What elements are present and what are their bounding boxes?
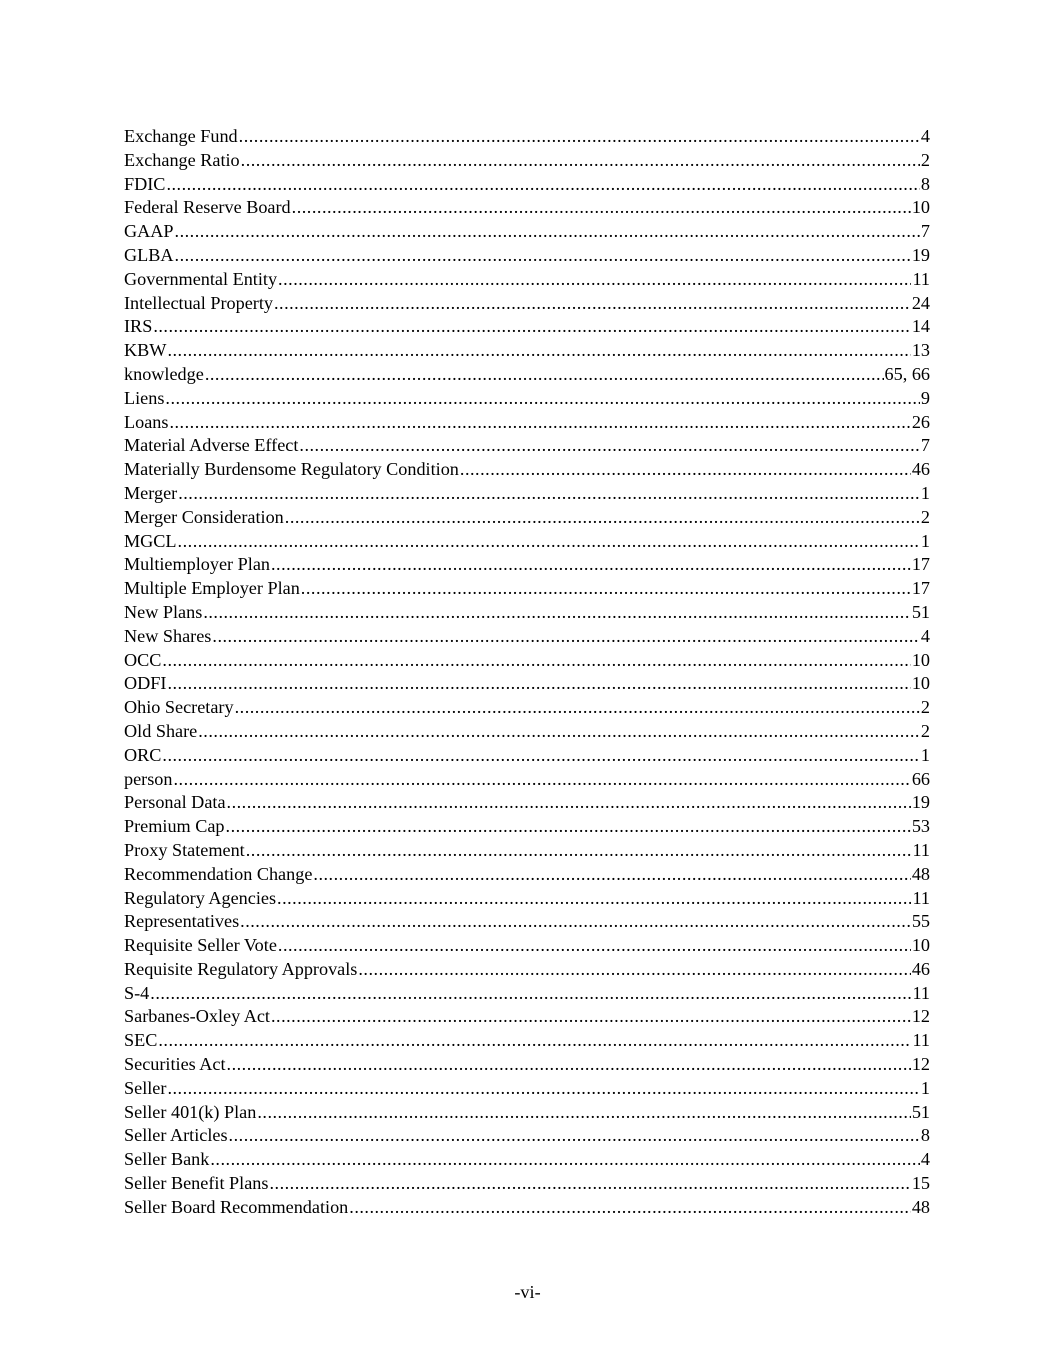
dot-leader xyxy=(269,1172,910,1196)
index-page-reference: 11 xyxy=(912,1030,930,1051)
index-term: Exchange Fund xyxy=(124,126,238,146)
index-term: Multiple Employer Plan xyxy=(124,578,300,599)
index-page-reference: 65, 66 xyxy=(884,363,930,384)
index-term: MGCL xyxy=(124,530,177,551)
index-term: New Plans xyxy=(124,601,203,622)
index-page-reference: 11 xyxy=(912,982,930,1003)
index-page-reference: 8 xyxy=(920,173,930,194)
index-entry xyxy=(124,1148,930,1172)
index-term: Materially Burdensome Regulatory Condition xyxy=(124,459,459,480)
index-page-reference: 14 xyxy=(911,316,930,337)
index-term: Old Share xyxy=(124,720,198,741)
index-page-reference: 55 xyxy=(911,911,930,932)
index-page-reference: 24 xyxy=(911,292,930,313)
index-entry xyxy=(124,1005,930,1029)
index-entry xyxy=(124,887,930,911)
index-term: Loans xyxy=(124,411,169,432)
index-term: Intellectual Property xyxy=(124,292,273,313)
index-term: Liens xyxy=(124,387,165,408)
index-page-reference: 8 xyxy=(920,1125,930,1146)
index-page-reference: 15 xyxy=(911,1173,930,1194)
index-term: IRS xyxy=(124,316,153,337)
index-term: S-4 xyxy=(124,982,150,1003)
index-term: Requisite Seller Vote xyxy=(124,935,277,956)
index-page-reference: 13 xyxy=(911,340,930,361)
index-page-reference: 1 xyxy=(920,530,930,551)
index-page-reference: 17 xyxy=(911,554,930,575)
dot-leader xyxy=(241,149,920,173)
index-term: Sarbanes-Oxley Act xyxy=(124,1006,270,1027)
dot-leader xyxy=(227,791,911,815)
dot-leader xyxy=(274,292,911,316)
index-page-reference: 51 xyxy=(911,1101,930,1122)
index-page-reference: 10 xyxy=(911,197,930,218)
dot-leader xyxy=(205,363,884,387)
dot-leader xyxy=(229,1124,920,1148)
index-term: KBW xyxy=(124,340,167,361)
dot-leader xyxy=(271,1005,911,1029)
index-page-reference: 53 xyxy=(911,816,930,837)
index-term: Merger xyxy=(124,482,178,503)
index-entry xyxy=(124,672,930,696)
index-page-reference: 1 xyxy=(920,1077,930,1098)
dot-leader xyxy=(358,958,910,982)
index-entry xyxy=(124,577,930,601)
dot-leader xyxy=(278,934,911,958)
index-page-reference: 11 xyxy=(912,839,930,860)
index-page-reference: 51 xyxy=(911,601,930,622)
dot-leader xyxy=(178,482,920,506)
index-term: ODFI xyxy=(124,673,167,694)
dot-leader xyxy=(150,982,911,1006)
index-page-reference: 4 xyxy=(920,1149,930,1170)
index-entry xyxy=(124,601,930,625)
index-term: SEC xyxy=(124,1030,158,1051)
index-term: Exchange Ratio xyxy=(124,149,240,170)
index-term: Representatives xyxy=(124,911,240,932)
index-entry xyxy=(124,292,930,316)
dot-leader xyxy=(239,125,920,149)
index-entry xyxy=(124,553,930,577)
dot-leader xyxy=(203,601,911,625)
index-page-reference: 7 xyxy=(920,221,930,242)
index-entry xyxy=(124,649,930,673)
index-entry xyxy=(124,530,930,554)
index-entry xyxy=(124,125,930,149)
index-term: Personal Data xyxy=(124,792,226,813)
dot-leader xyxy=(313,863,910,887)
index-entry xyxy=(124,482,930,506)
index-entry xyxy=(124,982,930,1006)
index-entry xyxy=(124,315,930,339)
index-term: Federal Reserve Board xyxy=(124,197,291,218)
dot-leader xyxy=(277,887,911,911)
index-page-reference: 19 xyxy=(911,792,930,813)
index-page-reference: 2 xyxy=(920,720,930,741)
index-page-reference: 2 xyxy=(920,149,930,170)
dot-leader xyxy=(278,268,911,292)
dot-leader xyxy=(285,506,920,530)
index-term: Seller 401(k) Plan xyxy=(124,1101,257,1122)
index-entry xyxy=(124,411,930,435)
dot-leader xyxy=(299,434,920,458)
dot-leader xyxy=(165,387,919,411)
dot-leader xyxy=(301,577,911,601)
dot-leader xyxy=(162,744,920,768)
index-term: Seller Board Recommendation xyxy=(124,1196,349,1217)
dot-leader xyxy=(175,220,920,244)
index-entry xyxy=(124,268,930,292)
index-term: Requisite Regulatory Approvals xyxy=(124,958,358,979)
index-term: Governmental Entity xyxy=(124,268,278,289)
index-term: Multiemployer Plan xyxy=(124,554,270,575)
index-term: GLBA xyxy=(124,244,174,265)
index-page-reference: 46 xyxy=(911,459,930,480)
index-entry xyxy=(124,1029,930,1053)
dot-leader xyxy=(227,1053,911,1077)
dot-leader xyxy=(198,720,920,744)
dot-leader xyxy=(349,1196,911,1220)
dot-leader xyxy=(158,1029,911,1053)
index-entry xyxy=(124,910,930,934)
dot-leader xyxy=(167,672,910,696)
index-page-reference: 2 xyxy=(920,506,930,527)
page-number: -vi- xyxy=(514,1282,541,1302)
index-term: New Shares xyxy=(124,625,212,646)
dot-leader xyxy=(166,173,919,197)
index-term: Seller Articles xyxy=(124,1125,228,1146)
index-page-reference: 10 xyxy=(911,649,930,670)
index-page-reference: 11 xyxy=(912,887,930,908)
index-term: Securities Act xyxy=(124,1054,226,1075)
index-page-reference: 26 xyxy=(911,411,930,432)
index-entry xyxy=(124,815,930,839)
index-page-reference: 2 xyxy=(920,697,930,718)
index-page-reference: 46 xyxy=(911,958,930,979)
index-term: Premium Cap xyxy=(124,816,225,837)
dot-leader xyxy=(167,1077,919,1101)
dot-leader xyxy=(162,649,910,673)
index-entry xyxy=(124,363,930,387)
index-term: OCC xyxy=(124,649,162,670)
index-page-reference: 4 xyxy=(920,126,930,146)
dot-leader xyxy=(271,553,911,577)
index-term: GAAP xyxy=(124,221,174,242)
index-page-reference: 10 xyxy=(911,673,930,694)
index-page-reference: 9 xyxy=(920,387,930,408)
index-entry xyxy=(124,458,930,482)
dot-leader xyxy=(212,625,920,649)
dot-leader xyxy=(246,839,912,863)
index-entry xyxy=(124,1101,930,1125)
index-entry xyxy=(124,768,930,792)
dot-leader xyxy=(235,696,920,720)
index-entry xyxy=(124,220,930,244)
index-page-reference: 7 xyxy=(920,435,930,456)
index-entry xyxy=(124,839,930,863)
index-entry xyxy=(124,1053,930,1077)
dot-leader xyxy=(153,315,911,339)
index-term: Material Adverse Effect xyxy=(124,435,299,456)
index-page-reference: 10 xyxy=(911,935,930,956)
index-term: Merger Consideration xyxy=(124,506,284,527)
index-page-reference: 17 xyxy=(911,578,930,599)
index-term: Recommendation Change xyxy=(124,863,313,884)
index-term: Seller Benefit Plans xyxy=(124,1173,269,1194)
index-page-reference: 48 xyxy=(911,863,930,884)
dot-leader xyxy=(174,768,911,792)
index-entry xyxy=(124,1124,930,1148)
index-term: Regulatory Agencies xyxy=(124,887,277,908)
index-term: person xyxy=(124,768,173,789)
index-term: Ohio Secretary xyxy=(124,697,234,718)
index-entry xyxy=(124,1172,930,1196)
dot-leader xyxy=(240,910,911,934)
index-term: ORC xyxy=(124,744,162,765)
dot-leader xyxy=(175,244,911,268)
index-entry xyxy=(124,958,930,982)
index-entry xyxy=(124,720,930,744)
index-entry xyxy=(124,863,930,887)
dot-leader xyxy=(460,458,911,482)
index-entry xyxy=(124,934,930,958)
index-entry xyxy=(124,244,930,268)
index-term: Seller xyxy=(124,1077,167,1098)
index-page-reference: 12 xyxy=(911,1006,930,1027)
index-entry xyxy=(124,506,930,530)
index-page-reference: 12 xyxy=(911,1054,930,1075)
dot-leader xyxy=(178,530,920,554)
index-entry xyxy=(124,625,930,649)
index-entry xyxy=(124,339,930,363)
dot-leader xyxy=(226,815,911,839)
dot-leader xyxy=(292,196,911,220)
index-entry xyxy=(124,696,930,720)
index-entry xyxy=(124,1196,930,1220)
dot-leader xyxy=(167,339,910,363)
index-entry xyxy=(124,196,930,220)
dot-leader xyxy=(169,411,910,435)
dot-leader xyxy=(257,1101,910,1125)
index-entry xyxy=(124,149,930,173)
index-term: FDIC xyxy=(124,173,166,194)
index-entry xyxy=(124,791,930,815)
dot-leader xyxy=(210,1148,920,1172)
index-page-reference: 48 xyxy=(911,1196,930,1217)
index-page-reference: 66 xyxy=(911,768,930,789)
index-page-reference: 1 xyxy=(920,482,930,503)
index-page-reference: 4 xyxy=(920,625,930,646)
defined-terms-index xyxy=(124,125,930,1220)
index-term: Proxy Statement xyxy=(124,839,245,860)
index-page-reference: 19 xyxy=(911,244,930,265)
index-entry xyxy=(124,434,930,458)
index-term: Seller Bank xyxy=(124,1149,210,1170)
index-page-reference: 11 xyxy=(912,268,930,289)
index-term: knowledge xyxy=(124,363,204,384)
index-entry xyxy=(124,1077,930,1101)
index-page-reference: 1 xyxy=(920,744,930,765)
index-entry xyxy=(124,173,930,197)
index-entry xyxy=(124,744,930,768)
index-entry xyxy=(124,387,930,411)
